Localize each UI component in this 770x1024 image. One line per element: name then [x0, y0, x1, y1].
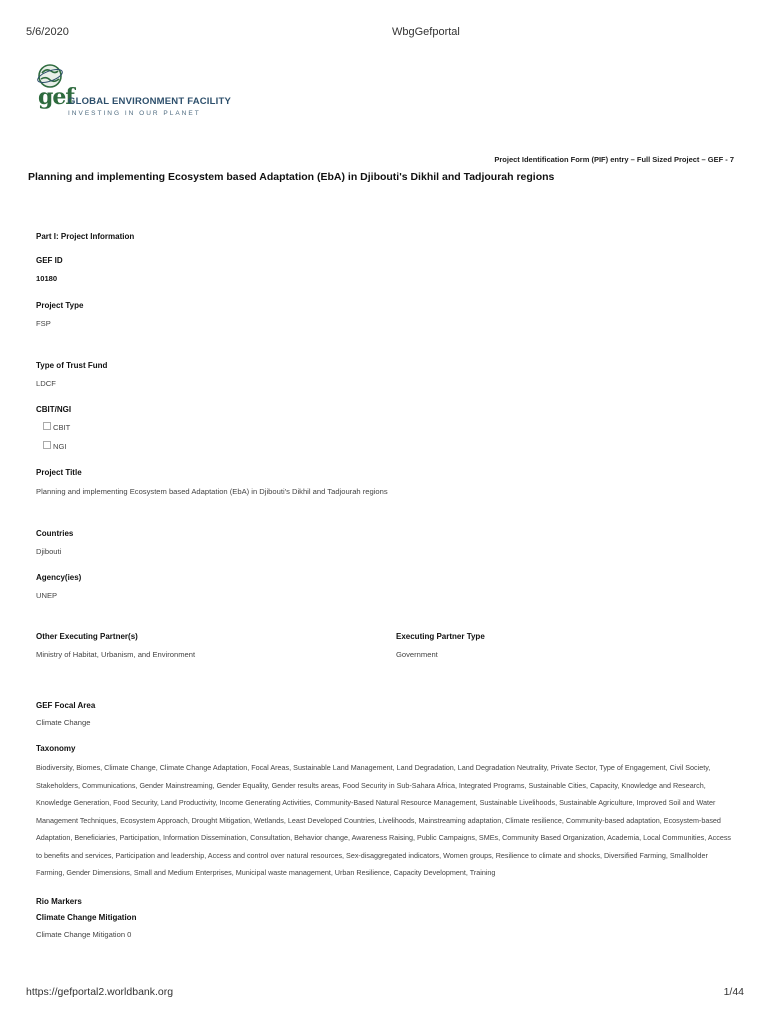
cbit-checkbox[interactable] [43, 422, 70, 432]
part1-heading: Part I: Project Information [36, 232, 135, 241]
logo-tagline: INVESTING IN OUR PLANET [68, 110, 201, 117]
focal-area-value: Climate Change [36, 718, 91, 727]
ngi-option-label: NGI [53, 442, 67, 451]
partner-type-value: Government [396, 650, 438, 659]
taxonomy-label: Taxonomy [36, 744, 76, 753]
checkbox-icon [43, 441, 51, 449]
countries-value: Djibouti [36, 547, 62, 556]
gef-id-label: GEF ID [36, 256, 63, 265]
project-title-label: Project Title [36, 468, 82, 477]
agency-label: Agency(ies) [36, 573, 82, 582]
other-partner-label: Other Executing Partner(s) [36, 632, 138, 641]
cbit-ngi-label: CBIT/NGI [36, 405, 72, 414]
agency-value: UNEP [36, 591, 58, 600]
logo-word: gef [38, 84, 74, 110]
rio-markers-label: Rio Markers [36, 897, 82, 906]
partner-type-label: Executing Partner Type [396, 632, 485, 641]
taxonomy-value: Biodiversity, Biomes, Climate Change, Climate Change Adaptation, Focal Areas, Sustainable Land Management, Land Degradation, Land Degradation Neutrality, Private Sector, Type of Engagement, Civil Society, Stakeholders, Communications, Gender Mainstreaming, Gender Equality, Gender results areas, Food Security in Sub-Sahara Africa, Integrated Programs, Sustainable Cities, Capacity, Knowledge and Research, Knowledge Generation, Food Security, Land Productivity, Income Generating Activities, Community-Based Natural Resource Management, Sustainable Livelihoods, Sustainable Agriculture, Improved Soil and Water Management Techniques, Ecosystem Approach, Drought Mitigation, Wetlands, Least Developed Countries, Livelihoods, Mainstreaming adaptation, Climate resilience, Community-based adaptation, Ecosystem-based Adaptation, Beneficiaries, Participation, Information Dissemination, Consultation, Behavior change, Awareness Raising, Public Campaigns, SMEs, Community Based Organization, Academia, Local Communities, Access to benefits and services, Participation and leadership, Access and control over natural resources, Sex-disaggregated indicators, Women groups, Resilience to climate and shocks, Diversified Farming, Smallholder Farming, Gender Dimensions, Small and Medium Enterprises, Municipal waste management, Urban Resilience, Capacity Development, Training [36, 763, 732, 877]
print-site-title: WbgGefportal [392, 26, 460, 38]
logo-name: GLOBAL ENVIRONMENT FACILITY [68, 96, 232, 107]
project-type-label: Project Type [36, 301, 84, 310]
gef-id-value: 10180 [36, 274, 58, 283]
page-title: Planning and implementing Ecosystem based Adaptation (EbA) in Djibouti's Dikhil and Tadjourah regions [28, 171, 555, 183]
project-title-value: Planning and implementing Ecosystem based Adaptation (EbA) in Djibouti's Dikhil and Tadjourah regions [36, 487, 388, 496]
checkbox-icon [43, 422, 51, 430]
cbit-option-label: CBIT [53, 423, 71, 432]
form-label: Project Identification Form (PIF) entry – Full Sized Project – GEF - 7 [494, 155, 734, 164]
ccm-label: Climate Change Mitigation [36, 913, 137, 922]
other-partner-value: Ministry of Habitat, Urbanism, and Environment [36, 650, 196, 659]
project-type-value: FSP [36, 319, 51, 328]
trust-fund-label: Type of Trust Fund [36, 361, 108, 370]
footer-url: https://gefportal2.worldbank.org [26, 986, 174, 998]
ngi-checkbox[interactable] [43, 441, 67, 451]
focal-area-label: GEF Focal Area [36, 701, 96, 710]
page-number: 1/44 [723, 986, 744, 998]
trust-fund-value: LDCF [36, 379, 56, 388]
countries-label: Countries [36, 529, 74, 538]
ccm-value: Climate Change Mitigation 0 [36, 930, 132, 939]
print-date: 5/6/2020 [26, 26, 69, 38]
